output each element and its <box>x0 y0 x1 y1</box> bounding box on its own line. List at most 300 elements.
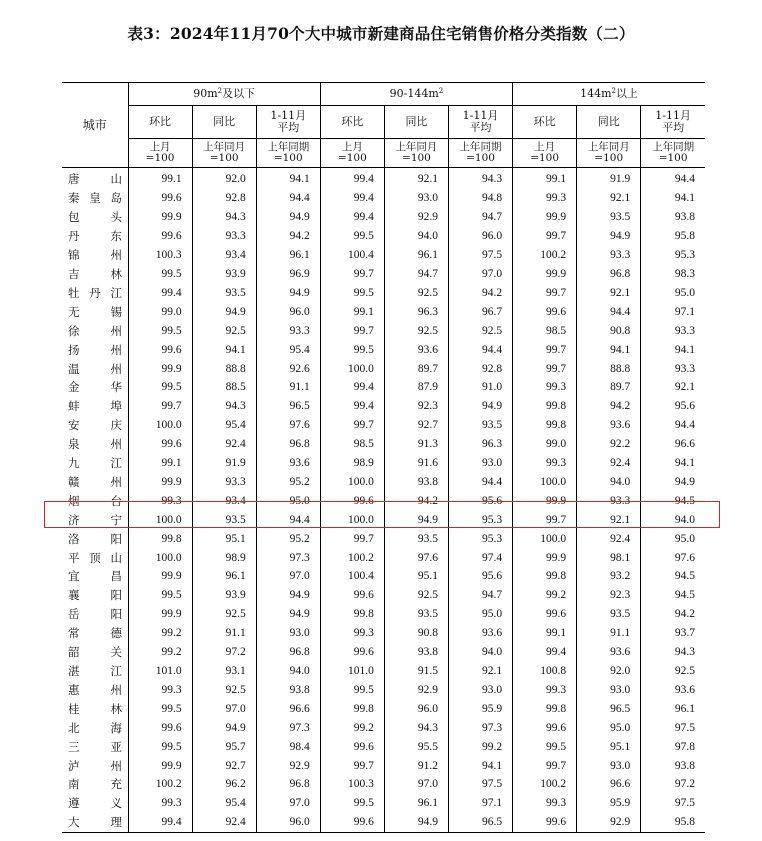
index-value-cell: 90.8 <box>384 624 448 643</box>
index-value-cell: 91.2 <box>384 756 448 775</box>
group-header-suffix: 以上 <box>615 87 638 100</box>
index-value-cell: 94.0 <box>577 473 641 492</box>
index-value-cell: 92.1 <box>577 189 641 208</box>
index-value-cell: 97.3 <box>256 548 320 567</box>
city-name-cell <box>62 624 128 643</box>
index-value-cell: 93.9 <box>192 586 256 605</box>
index-value-cell: 94.0 <box>384 227 448 246</box>
index-value-cell: 96.8 <box>577 265 641 284</box>
index-value-cell: 100.4 <box>320 246 384 265</box>
metric-header-line1: 1-11月 <box>462 109 499 122</box>
index-value-cell: 93.0 <box>256 624 320 643</box>
metric-header-line1: 1-11月 <box>270 109 307 122</box>
index-value-cell: 99.8 <box>513 699 577 718</box>
index-value-cell: 95.9 <box>577 794 641 813</box>
metric-header <box>320 106 384 139</box>
city-name-cell <box>62 813 128 832</box>
city-name-char: 华 <box>110 380 122 395</box>
base-header <box>448 139 512 168</box>
index-value-cell: 92.1 <box>448 662 512 681</box>
index-value-cell: 94.9 <box>256 208 320 227</box>
table-row <box>62 699 705 718</box>
city-name-char: 林 <box>110 701 122 716</box>
index-value-cell: 92.2 <box>577 435 641 454</box>
index-value-cell: 95.5 <box>384 737 448 756</box>
index-value-cell: 98.1 <box>577 548 641 567</box>
index-value-cell: 93.5 <box>384 529 448 548</box>
city-name-cell <box>62 283 128 302</box>
index-value-cell: 99.5 <box>320 794 384 813</box>
index-value-cell: 99.5 <box>128 737 192 756</box>
index-value-cell: 94.9 <box>192 718 256 737</box>
metric-header-line2: 平均 <box>277 121 300 134</box>
index-value-cell: 99.9 <box>128 473 192 492</box>
index-value-cell: 99.3 <box>128 794 192 813</box>
city-name-char: 唐 <box>68 172 80 187</box>
index-value-cell: 92.8 <box>448 359 512 378</box>
index-value-cell: 93.4 <box>192 491 256 510</box>
city-name-char: 岳 <box>68 607 80 622</box>
city-name-cell <box>62 168 128 189</box>
index-value-cell: 99.7 <box>513 340 577 359</box>
index-value-cell: 94.7 <box>448 208 512 227</box>
city-name-char: 阳 <box>110 531 122 546</box>
city-name-char: 包 <box>68 210 80 225</box>
index-value-cell: 99.8 <box>513 416 577 435</box>
header-row-groups <box>62 83 705 106</box>
index-value-cell: 93.5 <box>192 283 256 302</box>
index-value-cell: 99.4 <box>128 283 192 302</box>
metric-header-line1: 1-11月 <box>655 109 691 122</box>
city-name-cell <box>62 321 128 340</box>
index-value-cell: 101.0 <box>320 662 384 681</box>
index-value-cell: 99.9 <box>513 491 577 510</box>
index-value-cell: 91.1 <box>577 624 641 643</box>
base-header <box>192 139 256 168</box>
index-value-cell: 92.9 <box>384 680 448 699</box>
index-value-cell: 99.5 <box>320 340 384 359</box>
index-value-cell: 99.6 <box>128 189 192 208</box>
table-row <box>62 321 705 340</box>
city-name-cell <box>62 302 128 321</box>
index-value-cell: 91.0 <box>448 378 512 397</box>
index-value-cell: 99.7 <box>128 397 192 416</box>
index-value-cell: 100.0 <box>513 473 577 492</box>
index-value-cell: 95.6 <box>448 491 512 510</box>
index-value-cell: 94.4 <box>448 340 512 359</box>
table-row <box>62 680 705 699</box>
index-value-cell: 97.2 <box>641 775 705 794</box>
index-value-cell: 93.6 <box>448 624 512 643</box>
group-header-sup: 2 <box>217 87 223 95</box>
index-value-cell: 97.5 <box>448 246 512 265</box>
table-row <box>62 189 705 208</box>
index-value-cell: 88.5 <box>192 378 256 397</box>
city-name-char: 州 <box>110 758 122 773</box>
table-row <box>62 624 705 643</box>
index-value-cell: 99.4 <box>320 378 384 397</box>
index-value-cell: 97.3 <box>448 718 512 737</box>
index-value-cell: 99.3 <box>513 189 577 208</box>
city-name <box>68 189 122 207</box>
base-header <box>384 139 448 168</box>
index-value-cell: 94.2 <box>448 283 512 302</box>
city-name <box>68 341 122 359</box>
city-name-char: 桂 <box>68 701 80 716</box>
group-header-prefix: 144m <box>580 87 612 100</box>
index-value-cell: 95.9 <box>448 699 512 718</box>
index-value-cell: 96.1 <box>384 246 448 265</box>
index-value-cell: 94.4 <box>641 416 705 435</box>
index-value-cell: 96.0 <box>256 302 320 321</box>
city-name-cell <box>62 529 128 548</box>
city-name <box>68 719 122 737</box>
table-row <box>62 737 705 756</box>
table-row <box>62 397 705 416</box>
city-name <box>68 397 122 415</box>
city-name-char: 洛 <box>68 531 80 546</box>
city-name-char: 北 <box>68 720 80 735</box>
index-value-cell: 99.2 <box>128 643 192 662</box>
base-header-line1: 上月 <box>341 141 363 153</box>
city-name-cell <box>62 680 128 699</box>
index-value-cell: 93.3 <box>641 359 705 378</box>
index-value-cell: 93.8 <box>384 643 448 662</box>
index-value-cell: 92.5 <box>448 321 512 340</box>
city-name-char: 赣 <box>68 474 80 489</box>
index-value-cell: 93.6 <box>256 454 320 473</box>
index-value-cell: 99.9 <box>128 208 192 227</box>
city-name <box>68 681 122 699</box>
table-row <box>62 510 705 529</box>
index-value-cell: 96.5 <box>256 397 320 416</box>
index-value-cell: 94.7 <box>384 265 448 284</box>
base-header-line1: 上年同期 <box>652 141 695 153</box>
city-name-cell <box>62 416 128 435</box>
metric-header-line1: 环比 <box>533 115 556 128</box>
city-name-char: 金 <box>68 380 80 395</box>
index-value-cell: 93.3 <box>192 227 256 246</box>
group-header <box>128 83 320 106</box>
metric-header <box>577 106 641 139</box>
index-value-cell: 92.9 <box>256 756 320 775</box>
city-name-char: 岛 <box>110 191 122 206</box>
index-value-cell: 93.8 <box>641 756 705 775</box>
index-value-cell: 99.6 <box>128 340 192 359</box>
index-value-cell: 99.3 <box>128 491 192 510</box>
index-value-cell: 101.0 <box>128 662 192 681</box>
metric-header-line2: 平均 <box>469 121 492 134</box>
index-value-cell: 93.6 <box>577 643 641 662</box>
city-name-char: 州 <box>110 474 122 489</box>
index-value-cell: 91.1 <box>256 378 320 397</box>
index-value-cell: 93.0 <box>577 680 641 699</box>
city-name-char: 丹 <box>68 229 80 244</box>
city-name-cell <box>62 718 128 737</box>
index-value-cell: 99.5 <box>128 586 192 605</box>
base-header-line2: =100 <box>273 152 303 164</box>
table-row <box>62 794 705 813</box>
index-value-cell: 93.5 <box>384 605 448 624</box>
index-value-cell: 89.7 <box>384 359 448 378</box>
table-row <box>62 227 705 246</box>
index-value-cell: 99.0 <box>128 302 192 321</box>
index-value-cell: 99.5 <box>128 265 192 284</box>
index-value-cell: 99.5 <box>128 699 192 718</box>
index-value-cell: 96.9 <box>256 265 320 284</box>
metric-header-line1: 环比 <box>341 115 364 128</box>
index-value-cell: 94.1 <box>641 189 705 208</box>
index-value-cell: 98.5 <box>320 435 384 454</box>
table-row <box>62 359 705 378</box>
base-header-line1: 上年同月 <box>587 141 630 153</box>
index-value-cell: 99.6 <box>513 718 577 737</box>
base-header-line2: =100 <box>466 152 495 164</box>
index-value-cell: 93.3 <box>641 321 705 340</box>
index-value-cell: 91.3 <box>384 435 448 454</box>
index-value-cell: 99.8 <box>320 605 384 624</box>
table-row <box>62 605 705 624</box>
city-name-char: 济 <box>68 512 80 527</box>
city-name-cell <box>62 340 128 359</box>
city-name <box>68 605 122 623</box>
index-value-cell: 94.9 <box>384 510 448 529</box>
city-name-cell <box>62 775 128 794</box>
index-value-cell: 99.7 <box>513 227 577 246</box>
city-name <box>68 794 122 812</box>
index-value-cell: 96.3 <box>448 435 512 454</box>
city-name-char: 州 <box>110 682 122 697</box>
index-value-cell: 96.0 <box>448 227 512 246</box>
index-value-cell: 94.3 <box>192 208 256 227</box>
index-value-cell: 98.5 <box>513 321 577 340</box>
city-name-char: 平 <box>68 550 80 565</box>
city-name-char: 充 <box>110 777 122 792</box>
index-value-cell: 99.3 <box>513 454 577 473</box>
index-value-cell: 94.0 <box>256 662 320 681</box>
index-value-cell: 95.8 <box>641 813 705 832</box>
index-value-cell: 94.1 <box>577 340 641 359</box>
city-name <box>68 227 122 245</box>
index-value-cell: 91.9 <box>192 454 256 473</box>
index-value-cell: 94.9 <box>256 605 320 624</box>
index-value-cell: 94.9 <box>384 813 448 832</box>
index-value-cell: 99.6 <box>128 435 192 454</box>
city-name-cell <box>62 473 128 492</box>
index-value-cell: 99.7 <box>513 283 577 302</box>
city-name-cell <box>62 756 128 775</box>
city-name-char: 州 <box>110 361 122 376</box>
index-value-cell: 95.7 <box>192 737 256 756</box>
city-name <box>68 624 122 642</box>
index-value-cell: 99.4 <box>320 208 384 227</box>
index-value-cell: 100.3 <box>320 775 384 794</box>
group-header-prefix: 90-144m <box>389 87 439 100</box>
index-value-cell: 99.7 <box>320 416 384 435</box>
city-name-char: 州 <box>110 342 122 357</box>
index-value-cell: 97.6 <box>384 548 448 567</box>
city-name-char: 韶 <box>68 645 80 660</box>
city-name-char: 州 <box>110 437 122 452</box>
index-value-cell: 94.9 <box>192 302 256 321</box>
index-value-cell: 100.0 <box>320 473 384 492</box>
city-name-char: 锡 <box>110 304 122 319</box>
index-value-cell: 100.2 <box>128 775 192 794</box>
index-value-cell: 99.3 <box>513 680 577 699</box>
city-name-char: 林 <box>110 266 122 281</box>
index-value-cell: 99.9 <box>513 208 577 227</box>
city-name-cell <box>62 794 128 813</box>
index-value-cell: 99.7 <box>513 359 577 378</box>
city-name-char: 埠 <box>110 399 122 414</box>
city-name <box>68 586 122 604</box>
index-value-cell: 93.4 <box>192 246 256 265</box>
index-value-cell: 99.1 <box>513 624 577 643</box>
index-value-cell: 91.6 <box>384 454 448 473</box>
group-header-suffix: 及以下 <box>222 87 256 100</box>
city-name-cell <box>62 435 128 454</box>
table-row <box>62 775 705 794</box>
city-name-char: 宁 <box>110 512 122 527</box>
index-value-cell: 96.1 <box>384 794 448 813</box>
city-name-char: 阳 <box>110 607 122 622</box>
city-name-char: 湛 <box>68 664 80 679</box>
city-name-char: 江 <box>110 456 122 471</box>
index-value-cell: 93.1 <box>192 662 256 681</box>
index-value-cell: 94.3 <box>641 643 705 662</box>
index-value-cell: 92.5 <box>192 680 256 699</box>
index-value-cell: 99.9 <box>513 265 577 284</box>
index-value-cell: 95.3 <box>641 246 705 265</box>
index-value-cell: 99.6 <box>513 302 577 321</box>
index-value-cell: 99.6 <box>128 718 192 737</box>
index-value-cell: 94.9 <box>641 473 705 492</box>
index-value-cell: 93.0 <box>384 189 448 208</box>
index-value-cell: 100.4 <box>320 567 384 586</box>
base-header <box>128 139 192 168</box>
index-value-cell: 94.4 <box>448 473 512 492</box>
city-name <box>68 435 122 453</box>
table-row <box>62 265 705 284</box>
city-name <box>68 643 122 661</box>
index-value-cell: 93.6 <box>384 340 448 359</box>
city-name-cell <box>62 397 128 416</box>
base-header-line2: =100 <box>337 152 367 164</box>
city-name-char: 扬 <box>68 342 80 357</box>
city-name-cell <box>62 454 128 473</box>
index-value-cell: 98.4 <box>256 737 320 756</box>
index-value-cell: 99.9 <box>128 359 192 378</box>
city-name-char: 无 <box>68 304 80 319</box>
index-value-cell: 95.1 <box>384 567 448 586</box>
base-header-line1: 上月 <box>149 141 171 153</box>
city-name <box>68 322 122 340</box>
base-header <box>513 139 577 168</box>
index-value-cell: 95.6 <box>448 567 512 586</box>
city-name <box>68 549 122 567</box>
index-value-cell: 95.0 <box>641 529 705 548</box>
index-value-cell: 99.2 <box>513 586 577 605</box>
city-name-char: 九 <box>68 456 80 471</box>
city-name-cell <box>62 491 128 510</box>
index-value-cell: 99.7 <box>513 756 577 775</box>
base-header <box>256 139 320 168</box>
index-value-cell: 98.9 <box>320 454 384 473</box>
metric-header-line2: 平均 <box>662 121 685 134</box>
index-value-cell: 95.3 <box>448 529 512 548</box>
city-name-char: 三 <box>68 739 80 754</box>
index-value-cell: 98.9 <box>192 548 256 567</box>
city-name-char: 丹 <box>89 285 101 300</box>
city-name <box>68 284 122 302</box>
index-value-cell: 93.5 <box>448 416 512 435</box>
index-value-cell: 96.1 <box>256 246 320 265</box>
index-value-cell: 92.4 <box>192 813 256 832</box>
index-value-cell: 96.3 <box>384 302 448 321</box>
index-value-cell: 95.0 <box>577 718 641 737</box>
index-value-cell: 92.7 <box>192 756 256 775</box>
index-value-cell: 97.6 <box>641 548 705 567</box>
base-header-line1: 上年同期 <box>267 141 310 153</box>
city-name <box>68 416 122 434</box>
index-value-cell: 93.8 <box>256 680 320 699</box>
index-value-cell: 93.0 <box>448 454 512 473</box>
city-name-char: 阳 <box>110 588 122 603</box>
table-row <box>62 454 705 473</box>
city-name-char: 德 <box>110 626 122 641</box>
index-value-cell: 92.0 <box>192 168 256 189</box>
city-name <box>68 473 122 491</box>
base-header <box>320 139 384 168</box>
index-value-cell: 89.7 <box>577 378 641 397</box>
city-name-char: 惠 <box>68 682 80 697</box>
index-value-cell: 94.2 <box>256 227 320 246</box>
index-value-cell: 95.4 <box>192 794 256 813</box>
index-value-cell: 92.1 <box>577 510 641 529</box>
index-value-cell: 100.2 <box>513 246 577 265</box>
city-name-char: 山 <box>110 172 122 187</box>
index-value-cell: 99.5 <box>320 283 384 302</box>
index-value-cell: 96.5 <box>577 699 641 718</box>
city-name-cell <box>62 548 128 567</box>
index-value-cell: 100.8 <box>513 662 577 681</box>
index-value-cell: 95.8 <box>641 227 705 246</box>
index-value-cell: 94.4 <box>256 510 320 529</box>
index-value-cell: 99.8 <box>513 567 577 586</box>
index-value-cell: 94.0 <box>448 643 512 662</box>
index-value-cell: 99.6 <box>128 227 192 246</box>
index-value-cell: 92.4 <box>192 435 256 454</box>
index-value-cell: 100.0 <box>320 359 384 378</box>
index-value-cell: 100.0 <box>320 510 384 529</box>
city-column-header: 城市 <box>62 83 128 168</box>
price-index-table <box>62 82 705 833</box>
table-row <box>62 246 705 265</box>
city-name-cell <box>62 378 128 397</box>
base-header-line1: 上年同月 <box>395 141 438 153</box>
city-name <box>68 530 122 548</box>
index-value-cell: 97.8 <box>641 737 705 756</box>
index-value-cell: 99.8 <box>320 699 384 718</box>
city-name-char: 秦 <box>68 191 80 206</box>
index-value-cell: 87.9 <box>384 378 448 397</box>
index-value-cell: 88.8 <box>192 359 256 378</box>
index-value-cell: 94.8 <box>448 189 512 208</box>
index-value-cell: 94.9 <box>577 227 641 246</box>
index-value-cell: 95.1 <box>192 529 256 548</box>
index-value-cell: 92.9 <box>384 208 448 227</box>
index-value-cell: 99.2 <box>448 737 512 756</box>
